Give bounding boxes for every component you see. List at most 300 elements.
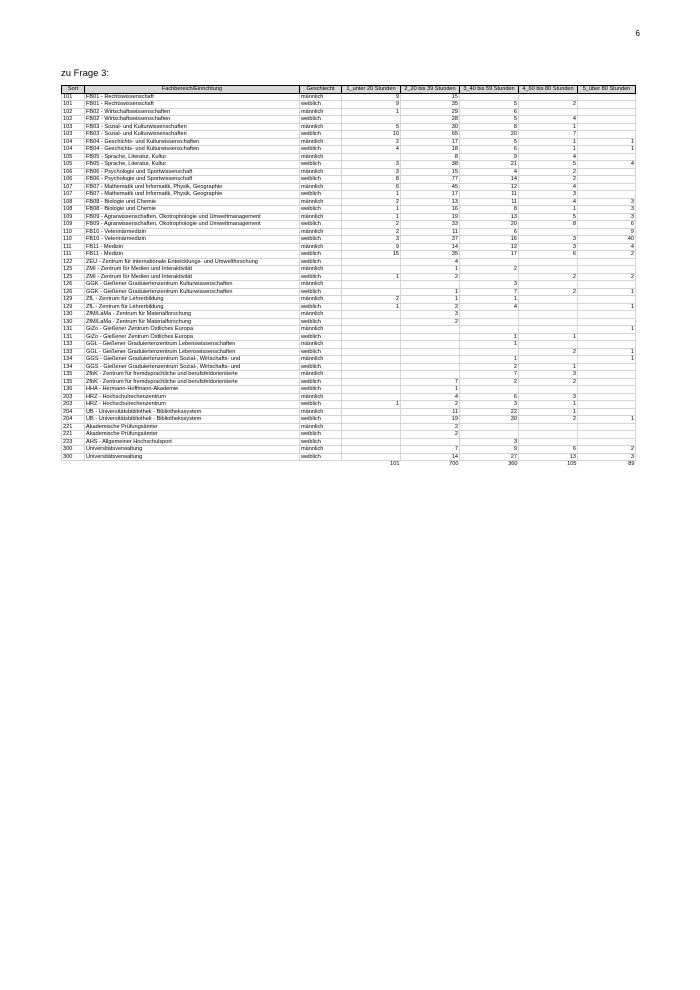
gender-cell: weiblich bbox=[300, 273, 342, 281]
gender-cell: männlich bbox=[300, 228, 342, 236]
count-cell: 6 bbox=[460, 228, 519, 236]
count-cell: 35 bbox=[401, 101, 460, 109]
department-cell: FB04 - Geschichts- und Kulturwissenschaften bbox=[85, 138, 300, 146]
gender-cell: weiblich bbox=[300, 333, 342, 341]
count-cell bbox=[519, 318, 578, 326]
count-cell: 11 bbox=[401, 228, 460, 236]
sort-cell: 109 bbox=[62, 221, 85, 229]
count-cell bbox=[519, 93, 578, 101]
count-cell bbox=[519, 356, 578, 364]
count-cell bbox=[578, 393, 636, 401]
table-row bbox=[62, 431, 636, 439]
count-cell: 15 bbox=[401, 93, 460, 101]
gender-cell: männlich bbox=[300, 266, 342, 274]
count-cell: 13 bbox=[460, 213, 519, 221]
count-cell: 6 bbox=[519, 251, 578, 259]
count-cell bbox=[519, 311, 578, 319]
sort-cell: 107 bbox=[62, 191, 85, 199]
count-cell: 2 bbox=[519, 378, 578, 386]
count-cell: 1 bbox=[342, 303, 401, 311]
count-cell: 7 bbox=[519, 131, 578, 139]
count-cell bbox=[519, 281, 578, 289]
count-cell: 6 bbox=[519, 446, 578, 454]
sort-cell: 131 bbox=[62, 326, 85, 334]
count-cell bbox=[342, 116, 401, 124]
count-cell: 9 bbox=[342, 93, 401, 101]
total-cell: 101 bbox=[390, 461, 400, 468]
count-cell bbox=[342, 453, 401, 461]
department-cell: ZfL - Zentrum für Lehrerbildung bbox=[85, 303, 300, 311]
table-row bbox=[62, 311, 636, 319]
count-cell bbox=[578, 191, 636, 199]
department-cell: HRZ - Hochschulrechenzentrum bbox=[85, 401, 300, 409]
department-cell: ZfbK - Zentrum für fremdsprachliche und berufsfeldorientierte bbox=[85, 371, 300, 379]
table-row bbox=[62, 408, 636, 416]
count-cell bbox=[401, 281, 460, 289]
count-cell: 20 bbox=[460, 221, 519, 229]
count-cell: 1 bbox=[401, 266, 460, 274]
department-cell: GGS - Gießener Graduiertenzentrum Sozial-, Wirtschafts- und bbox=[85, 363, 300, 371]
header-row bbox=[62, 86, 636, 94]
gender-cell: weiblich bbox=[300, 258, 342, 266]
gender-cell: männlich bbox=[300, 341, 342, 349]
count-cell bbox=[519, 326, 578, 334]
table-row bbox=[62, 401, 636, 409]
count-cell: 9 bbox=[460, 153, 519, 161]
count-cell: 1 bbox=[460, 296, 519, 304]
table-row bbox=[62, 348, 636, 356]
count-cell bbox=[342, 311, 401, 319]
count-cell: 3 bbox=[519, 243, 578, 251]
count-cell: 77 bbox=[401, 176, 460, 184]
count-cell: 4 bbox=[519, 116, 578, 124]
table-row bbox=[62, 423, 636, 431]
sort-cell: 204 bbox=[62, 408, 85, 416]
count-cell bbox=[578, 101, 636, 109]
table-row bbox=[62, 453, 636, 461]
gender-cell: männlich bbox=[300, 93, 342, 101]
sort-cell: 102 bbox=[62, 108, 85, 116]
sort-cell: 108 bbox=[62, 206, 85, 214]
department-cell: FB03 - Sozial- und Kulturwissenschaften bbox=[85, 131, 300, 139]
department-cell: UB - Universitätsbibliothek - Bibliothekssystem bbox=[85, 416, 300, 424]
department-cell: GiZo - Gießener Zentrum Östliches Europa bbox=[85, 326, 300, 334]
count-cell: 40 bbox=[578, 236, 636, 244]
department-cell: FB08 - Biologie und Chemie bbox=[85, 198, 300, 206]
department-cell: FB02 - Wirtschaftswissenschaften bbox=[85, 108, 300, 116]
count-cell: 2 bbox=[578, 273, 636, 281]
department-cell: Universitätsverwaltung bbox=[85, 453, 300, 461]
count-cell: 1 bbox=[578, 138, 636, 146]
count-cell: 2 bbox=[460, 363, 519, 371]
count-cell: 22 bbox=[460, 408, 519, 416]
count-cell: 2 bbox=[401, 401, 460, 409]
count-cell bbox=[342, 386, 401, 394]
count-cell bbox=[460, 326, 519, 334]
count-cell: 28 bbox=[401, 116, 460, 124]
table-row bbox=[62, 378, 636, 386]
count-cell: 2 bbox=[519, 176, 578, 184]
count-cell: 1 bbox=[578, 348, 636, 356]
gender-cell: männlich bbox=[300, 108, 342, 116]
count-cell: 3 bbox=[460, 438, 519, 446]
table-row bbox=[62, 266, 636, 274]
count-cell: 17 bbox=[401, 191, 460, 199]
gender-cell: männlich bbox=[300, 356, 342, 364]
count-cell: 3 bbox=[342, 236, 401, 244]
count-cell: 18 bbox=[401, 146, 460, 154]
count-cell bbox=[578, 266, 636, 274]
sort-cell: 104 bbox=[62, 146, 85, 154]
count-cell bbox=[519, 431, 578, 439]
gender-cell: männlich bbox=[300, 168, 342, 176]
count-cell: 4 bbox=[519, 183, 578, 191]
sort-cell: 103 bbox=[62, 131, 85, 139]
count-cell: 2 bbox=[519, 273, 578, 281]
department-cell: FB10 - Veterinärmedizin bbox=[85, 236, 300, 244]
count-cell: 2 bbox=[342, 296, 401, 304]
count-cell bbox=[342, 326, 401, 334]
sort-cell: 101 bbox=[62, 93, 85, 101]
count-cell: 1 bbox=[342, 206, 401, 214]
sort-cell: 103 bbox=[62, 123, 85, 131]
table-row bbox=[62, 258, 636, 266]
sort-cell: 133 bbox=[62, 341, 85, 349]
department-cell: FB11 - Medizin bbox=[85, 243, 300, 251]
count-cell bbox=[519, 266, 578, 274]
count-cell bbox=[578, 371, 636, 379]
count-cell: 9 bbox=[342, 243, 401, 251]
count-cell: 11 bbox=[460, 191, 519, 199]
count-cell: 8 bbox=[460, 206, 519, 214]
sort-cell: 130 bbox=[62, 311, 85, 319]
count-cell: 2 bbox=[519, 288, 578, 296]
count-cell: 4 bbox=[401, 393, 460, 401]
sort-cell: 106 bbox=[62, 176, 85, 184]
count-cell bbox=[578, 183, 636, 191]
count-cell bbox=[578, 386, 636, 394]
gender-cell: männlich bbox=[300, 213, 342, 221]
count-cell: 1 bbox=[401, 386, 460, 394]
table-row bbox=[62, 198, 636, 206]
count-cell bbox=[578, 333, 636, 341]
department-cell: GGK - Gießener Graduiertenzentrum Kulturwissenschaften bbox=[85, 288, 300, 296]
count-cell: 1 bbox=[578, 288, 636, 296]
count-cell: 1 bbox=[519, 401, 578, 409]
count-cell bbox=[578, 258, 636, 266]
count-cell: 3 bbox=[342, 161, 401, 169]
department-cell: ZfM/LaMa - Zentrum für Materialforschung bbox=[85, 318, 300, 326]
count-cell: 8 bbox=[460, 123, 519, 131]
count-cell: 29 bbox=[401, 108, 460, 116]
count-cell: 6 bbox=[578, 221, 636, 229]
gender-cell: männlich bbox=[300, 371, 342, 379]
count-cell bbox=[578, 153, 636, 161]
count-cell bbox=[578, 123, 636, 131]
column-header: Geschlecht bbox=[300, 86, 342, 94]
count-cell bbox=[342, 356, 401, 364]
count-cell: 1 bbox=[342, 108, 401, 116]
table-row bbox=[62, 153, 636, 161]
department-cell: AHS - Allgemeiner Hochschulsport bbox=[85, 438, 300, 446]
department-cell: FB01 - Rechtswissenschaft bbox=[85, 93, 300, 101]
table-row bbox=[62, 303, 636, 311]
department-cell: FB09 - Agrarwissenschaften, Ökotrophologie und Umweltmanagement bbox=[85, 213, 300, 221]
count-cell bbox=[401, 348, 460, 356]
count-cell: 9 bbox=[578, 228, 636, 236]
gender-cell: männlich bbox=[300, 123, 342, 131]
table-row bbox=[62, 363, 636, 371]
count-cell: 2 bbox=[342, 198, 401, 206]
table-row bbox=[62, 243, 636, 251]
sort-cell: 110 bbox=[62, 228, 85, 236]
gender-cell: männlich bbox=[300, 408, 342, 416]
table-row bbox=[62, 251, 636, 259]
sort-cell: 108 bbox=[62, 198, 85, 206]
count-cell: 2 bbox=[401, 273, 460, 281]
count-cell: 5 bbox=[460, 116, 519, 124]
count-cell: 1 bbox=[401, 288, 460, 296]
gender-cell: männlich bbox=[300, 198, 342, 206]
count-cell: 17 bbox=[460, 251, 519, 259]
count-cell: 2 bbox=[342, 221, 401, 229]
gender-cell: weiblich bbox=[300, 288, 342, 296]
department-cell: ZMI - Zentrum für Medien und Interaktivität bbox=[85, 266, 300, 274]
table-row bbox=[62, 101, 636, 109]
count-cell bbox=[401, 363, 460, 371]
department-cell: GGK - Gießener Graduiertenzentrum Kulturwissenschaften bbox=[85, 281, 300, 289]
count-cell: 4 bbox=[460, 303, 519, 311]
count-cell bbox=[342, 378, 401, 386]
count-cell: 30 bbox=[460, 416, 519, 424]
count-cell bbox=[578, 341, 636, 349]
gender-cell: weiblich bbox=[300, 378, 342, 386]
count-cell bbox=[342, 363, 401, 371]
count-cell bbox=[342, 258, 401, 266]
count-cell bbox=[460, 431, 519, 439]
department-cell: GGS - Gießener Graduiertenzentrum Sozial-, Wirtschafts- und bbox=[85, 356, 300, 364]
count-cell bbox=[460, 386, 519, 394]
sort-cell: 111 bbox=[62, 243, 85, 251]
count-cell: 1 bbox=[342, 191, 401, 199]
sort-cell: 125 bbox=[62, 266, 85, 274]
sort-cell: 125 bbox=[62, 273, 85, 281]
department-cell: UB - Universitätsbibliothek - Bibliothekssystem bbox=[85, 408, 300, 416]
count-cell: 20 bbox=[460, 131, 519, 139]
department-cell: FB05 - Sprache, Literatur, Kultur bbox=[85, 161, 300, 169]
count-cell bbox=[519, 423, 578, 431]
table-row bbox=[62, 191, 636, 199]
count-cell: 9 bbox=[342, 101, 401, 109]
table-row bbox=[62, 228, 636, 236]
table-header bbox=[62, 86, 636, 94]
count-cell: 16 bbox=[401, 206, 460, 214]
gender-cell: weiblich bbox=[300, 236, 342, 244]
count-cell bbox=[342, 438, 401, 446]
count-cell bbox=[401, 341, 460, 349]
section-title: zu Frage 3: bbox=[61, 68, 110, 79]
department-cell: ZEU - Zentrum für internationale Entwicklungs- und Umweltforschung bbox=[85, 258, 300, 266]
count-cell bbox=[519, 438, 578, 446]
count-cell: 3 bbox=[519, 393, 578, 401]
gender-cell: männlich bbox=[300, 281, 342, 289]
table-row bbox=[62, 213, 636, 221]
gender-cell: weiblich bbox=[300, 453, 342, 461]
count-cell: 12 bbox=[460, 183, 519, 191]
count-cell: 3 bbox=[578, 206, 636, 214]
sort-cell: 106 bbox=[62, 168, 85, 176]
count-cell bbox=[519, 296, 578, 304]
count-cell: 3 bbox=[578, 198, 636, 206]
count-cell bbox=[578, 311, 636, 319]
count-cell: 5 bbox=[519, 213, 578, 221]
sort-cell: 134 bbox=[62, 356, 85, 364]
count-cell bbox=[401, 438, 460, 446]
sort-cell: 223 bbox=[62, 438, 85, 446]
count-cell: 2 bbox=[519, 416, 578, 424]
count-cell: 7 bbox=[460, 371, 519, 379]
count-cell: 1 bbox=[519, 138, 578, 146]
count-cell: 5 bbox=[460, 101, 519, 109]
count-cell: 1 bbox=[578, 416, 636, 424]
count-cell: 3 bbox=[519, 236, 578, 244]
column-header: Fachbereich/Einrichtung bbox=[85, 86, 300, 94]
count-cell: 1 bbox=[519, 363, 578, 371]
gender-cell: weiblich bbox=[300, 363, 342, 371]
count-cell: 4 bbox=[519, 153, 578, 161]
table-row bbox=[62, 176, 636, 184]
count-cell: 2 bbox=[342, 228, 401, 236]
count-cell: 8 bbox=[342, 176, 401, 184]
count-cell: 19 bbox=[401, 416, 460, 424]
gender-cell: männlich bbox=[300, 311, 342, 319]
table-row bbox=[62, 221, 636, 229]
count-cell: 16 bbox=[460, 236, 519, 244]
gender-cell: weiblich bbox=[300, 101, 342, 109]
count-cell: 11 bbox=[460, 198, 519, 206]
department-cell: GiZo - Gießener Zentrum Östliches Europa bbox=[85, 333, 300, 341]
column-header: 1_unter 20 Stunden bbox=[342, 86, 401, 94]
count-cell: 38 bbox=[401, 161, 460, 169]
count-cell bbox=[401, 356, 460, 364]
gender-cell: weiblich bbox=[300, 221, 342, 229]
gender-cell: männlich bbox=[300, 183, 342, 191]
count-cell: 8 bbox=[519, 221, 578, 229]
table-row bbox=[62, 356, 636, 364]
table-row bbox=[62, 371, 636, 379]
table-row bbox=[62, 446, 636, 454]
department-cell: FB02 - Wirtschaftswissenschaften bbox=[85, 116, 300, 124]
gender-cell: männlich bbox=[300, 243, 342, 251]
sort-cell: 107 bbox=[62, 183, 85, 191]
count-cell bbox=[519, 386, 578, 394]
count-cell bbox=[342, 446, 401, 454]
table-row bbox=[62, 416, 636, 424]
sort-cell: 131 bbox=[62, 333, 85, 341]
sort-cell: 135 bbox=[62, 378, 85, 386]
count-cell: 3 bbox=[401, 311, 460, 319]
count-cell: 1 bbox=[519, 206, 578, 214]
count-cell: 10 bbox=[342, 131, 401, 139]
sort-cell: 136 bbox=[62, 386, 85, 394]
page-number: 6 bbox=[635, 29, 640, 38]
count-cell bbox=[460, 348, 519, 356]
count-cell bbox=[401, 371, 460, 379]
count-cell: 1 bbox=[342, 401, 401, 409]
count-cell bbox=[578, 438, 636, 446]
count-cell bbox=[578, 108, 636, 116]
gender-cell: weiblich bbox=[300, 318, 342, 326]
column-header: Sort bbox=[62, 86, 85, 94]
gender-cell: weiblich bbox=[300, 146, 342, 154]
count-cell: 7 bbox=[401, 446, 460, 454]
sort-cell: 105 bbox=[62, 153, 85, 161]
count-cell bbox=[401, 326, 460, 334]
count-cell: 1 bbox=[460, 333, 519, 341]
count-cell: 1 bbox=[342, 213, 401, 221]
table-row bbox=[62, 296, 636, 304]
count-cell bbox=[342, 281, 401, 289]
sort-cell: 126 bbox=[62, 281, 85, 289]
count-cell: 6 bbox=[342, 183, 401, 191]
count-cell bbox=[342, 431, 401, 439]
count-cell bbox=[342, 153, 401, 161]
sort-cell: 300 bbox=[62, 453, 85, 461]
count-cell: 2 bbox=[578, 251, 636, 259]
sort-cell: 110 bbox=[62, 236, 85, 244]
total-cell bbox=[62, 461, 85, 468]
count-cell: 65 bbox=[401, 131, 460, 139]
department-cell: FB06 - Psychologie und Sportwissenschaft bbox=[85, 176, 300, 184]
count-cell: 17 bbox=[401, 138, 460, 146]
count-cell: 15 bbox=[401, 168, 460, 176]
count-cell bbox=[578, 378, 636, 386]
count-cell: 3 bbox=[519, 371, 578, 379]
sort-cell: 221 bbox=[62, 431, 85, 439]
gender-cell: weiblich bbox=[300, 176, 342, 184]
count-cell bbox=[578, 93, 636, 101]
table-row bbox=[62, 318, 636, 326]
count-cell: 1 bbox=[578, 326, 636, 334]
department-cell: Akademische Prüfungsämter bbox=[85, 423, 300, 431]
count-cell: 4 bbox=[578, 243, 636, 251]
count-cell bbox=[519, 108, 578, 116]
table-row bbox=[62, 341, 636, 349]
count-cell: 3 bbox=[519, 191, 578, 199]
count-cell: 2 bbox=[401, 431, 460, 439]
table-row bbox=[62, 108, 636, 116]
sort-cell: 300 bbox=[62, 446, 85, 454]
count-cell: 1 bbox=[401, 296, 460, 304]
count-cell bbox=[519, 341, 578, 349]
count-cell: 2 bbox=[519, 101, 578, 109]
count-cell bbox=[342, 333, 401, 341]
table-body bbox=[62, 93, 636, 468]
table-row bbox=[62, 168, 636, 176]
table-row bbox=[62, 288, 636, 296]
table-row bbox=[62, 438, 636, 446]
count-cell: 2 bbox=[460, 266, 519, 274]
count-cell bbox=[519, 228, 578, 236]
count-cell bbox=[578, 318, 636, 326]
sort-cell: 126 bbox=[62, 288, 85, 296]
count-cell bbox=[460, 93, 519, 101]
total-cell bbox=[300, 461, 342, 468]
table-row bbox=[62, 116, 636, 124]
count-cell bbox=[519, 303, 578, 311]
count-cell bbox=[460, 258, 519, 266]
count-cell: 2 bbox=[401, 318, 460, 326]
